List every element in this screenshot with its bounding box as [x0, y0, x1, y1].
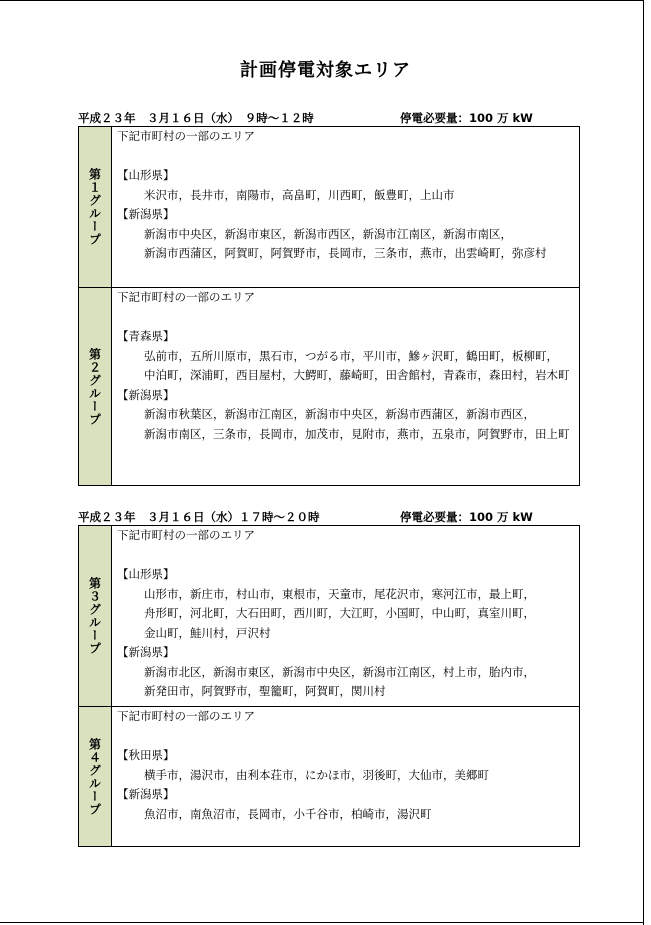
- section-header-1: [78, 110, 583, 126]
- group-heading: 下記市町村の一部のエリア: [117, 709, 255, 723]
- schedule-date: 平成２３年 ３月１６日（水）１７時〜２０時: [78, 510, 320, 524]
- group-row-1: [79, 127, 579, 287]
- group-row-4: [79, 706, 579, 846]
- group-content: [117, 707, 575, 824]
- page-title: 計画停電対象エリア: [240, 60, 411, 81]
- group-content: [117, 288, 575, 444]
- group-row-3: [79, 526, 579, 706]
- group-row-2: [79, 287, 579, 485]
- area-list: 新潟市秋葉区，新潟市江南区，新潟市中央区，新潟市西蒲区，新潟市西区，新潟市南区，三条市，長岡市，加茂市，見附市，燕市，五泉市，阿賀野市，田上町: [144, 407, 570, 441]
- group-label: 第２グループ: [79, 288, 112, 485]
- group-label: 第４グループ: [79, 707, 112, 846]
- section-header-2: [78, 509, 583, 525]
- group-content: [117, 127, 575, 264]
- prefecture-name: 【新潟県】: [117, 645, 175, 659]
- prefecture-name: 【新潟県】: [117, 207, 175, 221]
- prefecture-name: 【山形県】: [117, 168, 175, 182]
- page-border-right: [643, 0, 644, 925]
- group-table-1: [78, 126, 580, 486]
- page-border-bottom: [0, 922, 643, 923]
- area-list: 新潟市中央区，新潟市東区，新潟市西区，新潟市江南区，新潟市南区，新潟市西蒲区，阿賀町，阿賀野市，長岡市，三条市，燕市，出雲崎町，弥彦村: [144, 226, 547, 260]
- area-list: 新潟市北区，新潟市東区，新潟市中央区，新潟市江南区，村上市，胎内市，新発田市，阿賀野市，聖籠町，阿賀町，関川村: [144, 664, 535, 698]
- group-table-2: [78, 525, 580, 847]
- schedule-date: 平成２３年 ３月１６日（水） ９時〜１２時: [78, 111, 314, 125]
- prefecture-name: 【新潟県】: [117, 787, 175, 801]
- prefecture-name: 【秋田県】: [117, 748, 175, 762]
- group-label: 第３グループ: [79, 526, 112, 706]
- prefecture-name: 【山形県】: [117, 567, 175, 581]
- area-list: 山形市，新庄市，村山市，東根市，天童市，尾花沢市，寒河江市，最上町，舟形町，河北町，大石田町，西川町，大江町，小国町，中山町，真室川町，金山町，鮭川村，戸沢村: [144, 586, 535, 640]
- area-list: 魚沼市，南魚沼市，長岡市，小千谷市，柏崎市，湯沢町: [144, 806, 432, 821]
- area-list: 米沢市，長井市，南陽市，高畠町，川西町，飯豊町，上山市: [144, 187, 455, 202]
- group-label: 第１グループ: [79, 127, 112, 287]
- page-border-top: [0, 0, 643, 1]
- group-heading: 下記市町村の一部のエリア: [117, 290, 255, 304]
- group-content: [117, 526, 575, 702]
- power-demand: 停電必要量：100 万 kW: [400, 510, 533, 524]
- group-heading: 下記市町村の一部のエリア: [117, 129, 255, 143]
- prefecture-name: 【新潟県】: [117, 387, 175, 402]
- prefecture-name: 【青森県】: [117, 329, 175, 343]
- area-list: 弘前市，五所川原市，黒石市，つがる市，平川市，鰺ヶ沢町，鶴田町，板柳町，中泊町，深浦町，西目屋村，大鰐町，藤崎町，田舎館村，青森市，森田村，岩木町: [144, 348, 570, 382]
- group-heading: 下記市町村の一部のエリア: [117, 528, 255, 542]
- area-list: 横手市，湯沢市，由利本荘市，にかほ市，羽後町，大仙市，美郷町: [144, 767, 489, 782]
- power-demand: 停電必要量：100 万 kW: [400, 111, 533, 125]
